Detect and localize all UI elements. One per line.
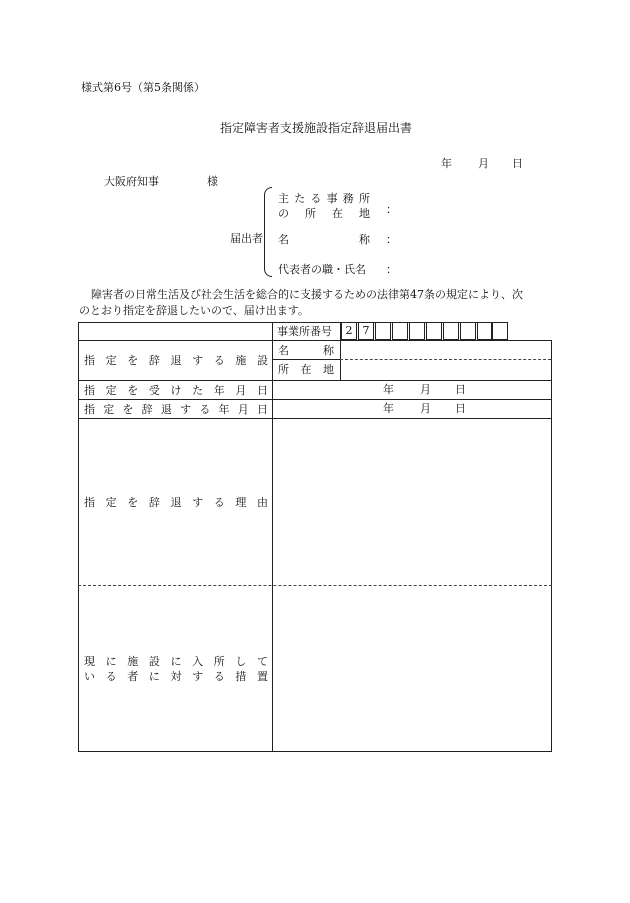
designated-date-year: 年 [383,383,394,396]
date-day: 日 [512,157,523,170]
office-number-digit: 2 [341,322,357,340]
office-number-label: 事業所番号 [277,325,332,338]
date-month: 月 [478,157,489,170]
withdrawal-date-year: 年 [383,402,394,415]
notifier-representative-colon: ： [386,263,397,276]
form-number: 様式第6号（第5条関係） [81,81,205,94]
date-year: 年 [441,157,452,170]
office-number-digit[interactable] [460,322,476,340]
addressee-name: 大阪府知事 [104,175,159,188]
reason-field[interactable] [273,419,551,585]
notifier-name-colon: ： [386,233,397,246]
facility-location-field[interactable] [341,360,551,380]
designated-date-day: 日 [455,383,466,396]
office-number-digit[interactable] [375,322,391,340]
withdrawal-date-label: 指定を辞退する年月日 [84,402,268,416]
reason-label: 指定を辞退する理由 [84,495,268,509]
office-number-digit: 7 [358,322,374,340]
document-title: 指定障害者支援施設指定辞退届出書 [220,121,413,135]
facility-name-field[interactable] [341,341,551,359]
notifier-office-colon: ： [386,203,397,216]
measures-label: 現に施設に入所して いる者に対する措置 [84,654,268,683]
office-number-digit[interactable] [491,322,508,340]
office-number-digit[interactable] [426,322,442,340]
designated-date-label: 指定を受けた年月日 [84,383,268,397]
office-number-digit[interactable] [392,322,408,340]
designated-date-month: 月 [420,383,431,396]
brace-bracket [264,187,272,277]
withdrawal-date-month: 月 [420,402,431,415]
notifier-label: 届出者 [230,232,263,245]
office-number-digit[interactable] [443,322,459,340]
intro-line-2: のとおり指定を辞退したいので、届け出ます。 [79,304,309,317]
addressee-honorific: 様 [207,175,218,188]
facility-label: 指定を辞退する施設 [84,354,268,367]
notifier-name-label: 名称 [278,233,370,246]
facility-name-label: 名称 [278,344,334,357]
withdrawal-date-day: 日 [455,402,466,415]
notifier-office-label: 主たる事務所 の所在地 [278,192,370,220]
intro-line-1: 障害者の日常生活及び社会生活を総合的に支援するための法律第47条の規定により、次 [91,288,523,301]
notifier-representative-label: 代表者の職・氏名 [278,263,366,276]
office-number-digit[interactable] [409,322,425,340]
measures-field[interactable] [273,586,551,751]
facility-location-label: 所在地 [278,363,334,376]
